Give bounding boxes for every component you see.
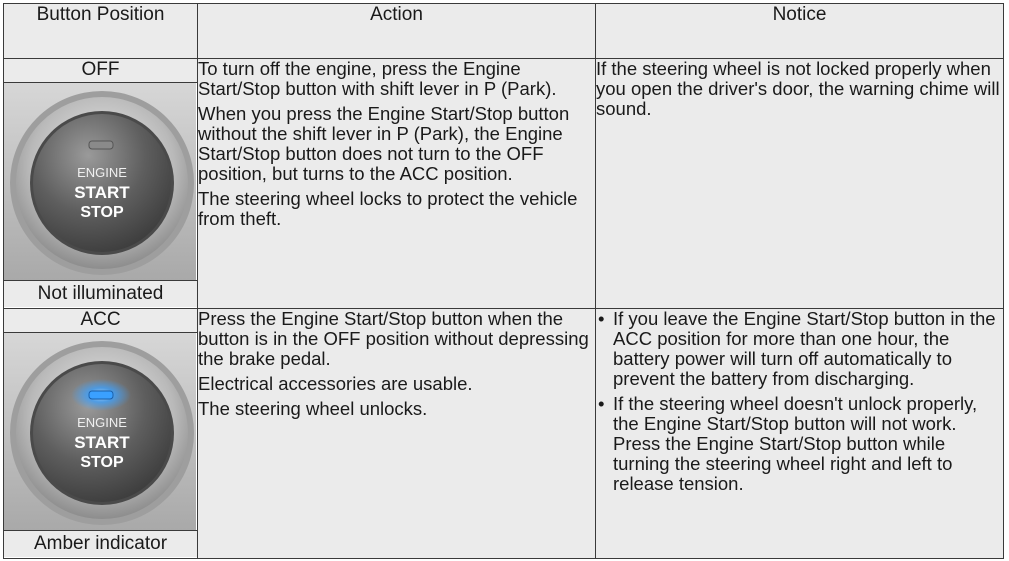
header-button-position: Button Position: [4, 4, 198, 59]
button-text-start: START: [74, 433, 130, 452]
notice-bullet-item: • If the steering wheel doesn't unlock properly, the Engine Start/Stop button will not work. Press the Engine Start/Stop button while turning the steering wheel right and left to release tension.: [596, 394, 1003, 494]
table-row-acc: [4, 309, 1004, 559]
action-paragraph: Press the Engine Start/Stop button when the button is in the OFF position without depressing the brake pedal.: [198, 308, 589, 369]
action-cell-off: [198, 59, 596, 309]
button-text-engine: ENGINE: [77, 415, 127, 430]
action-cell-acc: [198, 309, 596, 559]
button-text-start: START: [74, 183, 130, 202]
header-notice: Notice: [596, 4, 1004, 59]
indicator-led: [89, 391, 113, 399]
action-paragraph: To turn off the engine, press the Engine Start/Stop button with shift lever in P (Park).: [198, 58, 557, 99]
notice-paragraph: If the steering wheel is not locked properly when you open the driver's door, the warning chime will sound.: [596, 58, 1000, 119]
button-text-stop: STOP: [80, 454, 124, 471]
header-row: [4, 4, 1004, 59]
indicator-status: Not illuminated: [4, 280, 197, 307]
notice-cell-acc: [596, 309, 1004, 559]
button-text-engine: ENGINE: [77, 165, 127, 180]
position-cell-acc: [4, 309, 198, 559]
indicator-status: Amber indicator: [4, 530, 197, 557]
button-text-stop: STOP: [80, 204, 124, 221]
notice-bullet-item: • If you leave the Engine Start/Stop button in the ACC position for more than one hour, the battery power will turn off automatically to prevent the battery from discharging.: [596, 309, 1003, 389]
action-paragraph: Electrical accessories are usable.: [198, 373, 473, 394]
position-cell-off: [4, 59, 198, 309]
indicator-led: [89, 141, 113, 149]
engine-start-stop-button-icon: [4, 333, 196, 530]
position-label: OFF: [4, 59, 197, 83]
engine-start-stop-button-icon: [4, 83, 196, 280]
button-position-table: [3, 3, 1004, 559]
notice-list: [596, 309, 1003, 494]
notice-cell-off: [596, 59, 1004, 309]
position-label: ACC: [4, 309, 197, 333]
action-paragraph: The steering wheel locks to protect the vehicle from theft.: [198, 188, 578, 229]
action-paragraph: When you press the Engine Start/Stop button without the shift lever in P (Park), the Engine Start/Stop button does not turn to the OFF position, but turns to the ACC position.: [198, 103, 570, 184]
header-action: Action: [198, 4, 596, 59]
action-paragraph: The steering wheel unlocks.: [198, 398, 428, 419]
table-row-off: [4, 59, 1004, 309]
